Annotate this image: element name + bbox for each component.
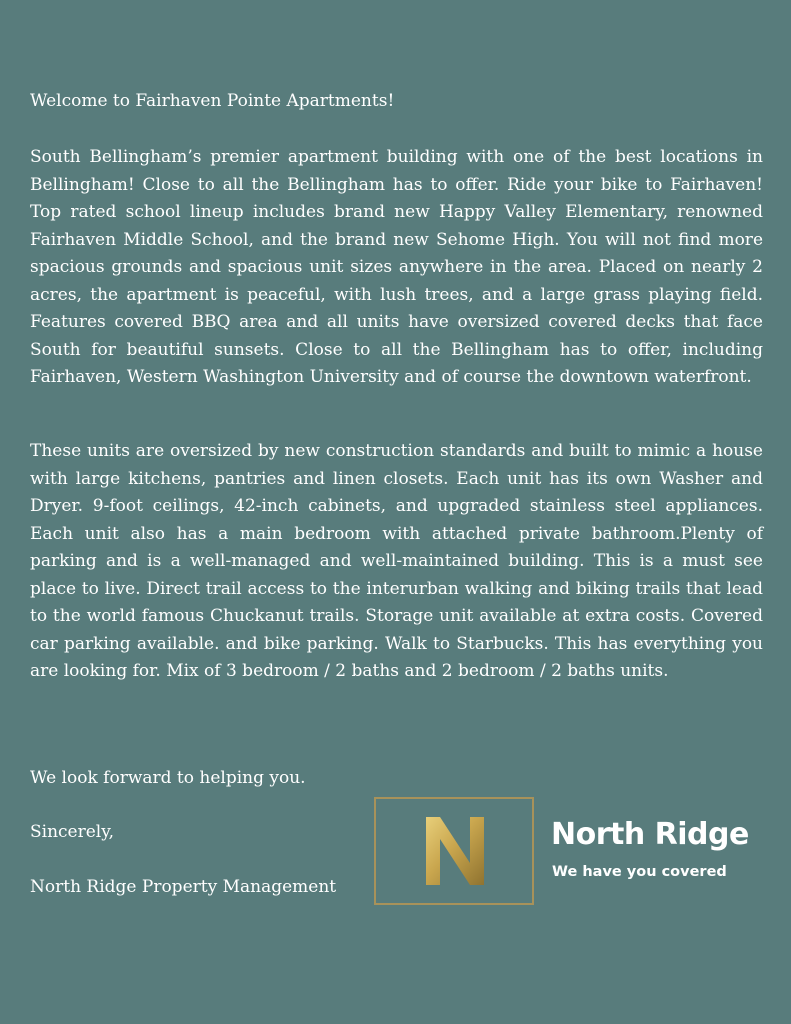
brand-logo-frame [374,797,534,905]
letter-signoff: Sincerely, [30,822,114,842]
brand-name: North Ridge [551,817,749,852]
letter-paragraph-intro: South Bellingham’s premier apartment building with one of the best locations in Bellingham! Close to all the Bellingham has to offer. Ride your bike to Fairhaven! Top rated school lineup includes brand new Happy Valley Elementary, renowned Fairhaven Middle School, and the brand new Sehome High. You will not find more spacious grounds and spacious unit sizes anywhere in the area. Placed on nearly 2 acres, the apartment is peaceful, with lush trees, and a large grass playing field. Features covered BBQ area and all units have oversized covered decks that face South for beautiful sunsets. Close to all the Bellingham has to offer, including Fairhaven, Western Washington University and of course the downtown waterfront. [30,147,763,387]
letter-paragraph-units: These units are oversized by new construction standards and built to mimic a house with large kitchens, pantries and linen closets. Each unit has its own Washer and Dryer. 9-foot ceilings, 42-inch cabinets, and upgraded stainless steel appliances. Each unit also has a main bedroom with attached private bathroom.Plenty of parking and is a well-managed and well-maintained building. This is a must see place to live. Direct trail access to the interurban walking and biking trails that lead to the world famous Chuckanut trails. Storage unit available at extra costs. Covered car parking available. and bike parking. Walk to Starbucks. This has everything you are looking for. Mix of 3 bedroom / 2 baths and 2 bedroom / 2 baths units. [30,441,763,681]
brand-tagline: We have you covered [552,864,727,880]
brand-logo-letter [420,813,490,889]
letter-closing-line: We look forward to helping you. [30,768,306,788]
letter-greeting: Welcome to Fairhaven Pointe Apartments! [30,91,395,111]
letter-signature: North Ridge Property Management [30,877,337,897]
